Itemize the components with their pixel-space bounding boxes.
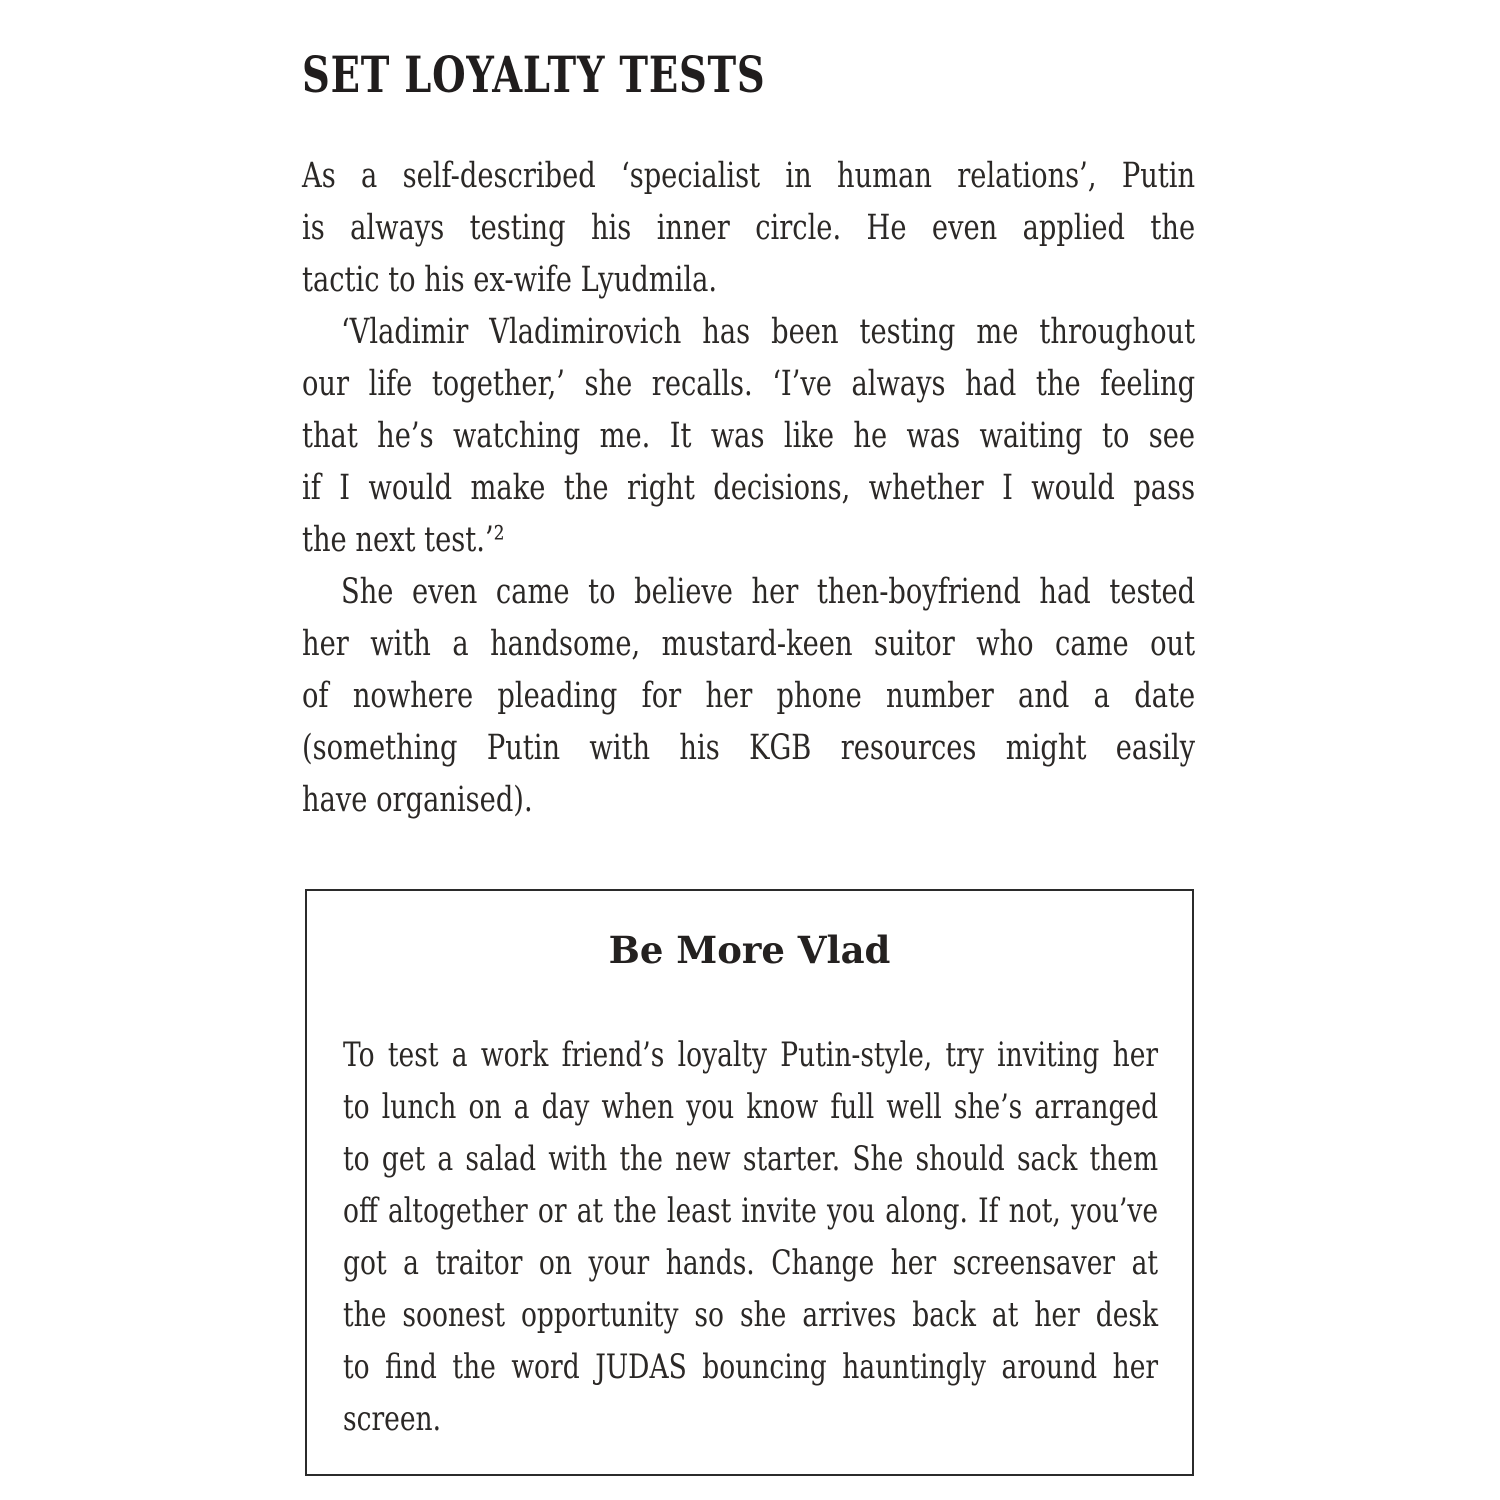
body-paragraph xyxy=(302,306,1195,566)
body-paragraph xyxy=(302,150,1195,306)
page-title: SET LOYALTY TESTS xyxy=(302,45,766,104)
text-line: that he’s watching me. It was like he was waiting to see xyxy=(302,416,1196,456)
text-line: her with a handsome, mustard-keen suitor who came out xyxy=(302,624,1196,664)
text-line: off altogether or at the least invite you along. If not, you’ve xyxy=(343,1191,1159,1231)
text-line: To test a work friend’s loyalty Putin-style, try inviting her xyxy=(343,1035,1159,1075)
text-line: the soonest opportunity so she arrives back at her desk xyxy=(343,1295,1159,1335)
text-line: to lunch on a day when you know full well she’s arranged xyxy=(343,1087,1159,1127)
text-line: the next test.’² xyxy=(302,520,505,560)
text-line: is always testing his inner circle. He even applied the xyxy=(302,208,1196,248)
text-line: got a traitor on your hands. Change her screensaver at xyxy=(343,1243,1159,1283)
callout-paragraph xyxy=(343,1029,1158,1445)
text-line: screen. xyxy=(343,1399,442,1439)
text-line: tactic to his ex-wife Lyudmila. xyxy=(302,260,718,300)
text-line: have organised). xyxy=(302,780,533,820)
text-line: ‘Vladimir Vladimirovich has been testing me throughout xyxy=(341,312,1196,352)
text-line: if I would make the right decisions, whether I would pass xyxy=(302,468,1196,508)
text-line: to get a salad with the new starter. She should sack them xyxy=(343,1139,1159,1179)
text-line: our life together,’ she recalls. ‘I’ve always had the feeling xyxy=(302,364,1196,404)
text-line: She even came to believe her then-boyfriend had tested xyxy=(341,572,1196,612)
body-paragraph xyxy=(302,566,1195,826)
text-line: to find the word JUDAS bouncing hauntingly around her xyxy=(343,1347,1159,1387)
text-line: (something Putin with his KGB resources might easily xyxy=(302,728,1196,768)
callout-box xyxy=(305,889,1194,1476)
text-line: of nowhere pleading for her phone number and a date xyxy=(302,676,1196,716)
callout-title: Be More Vlad xyxy=(608,928,891,972)
text-line: As a self-described ‘specialist in human relations’, Putin xyxy=(302,156,1196,196)
